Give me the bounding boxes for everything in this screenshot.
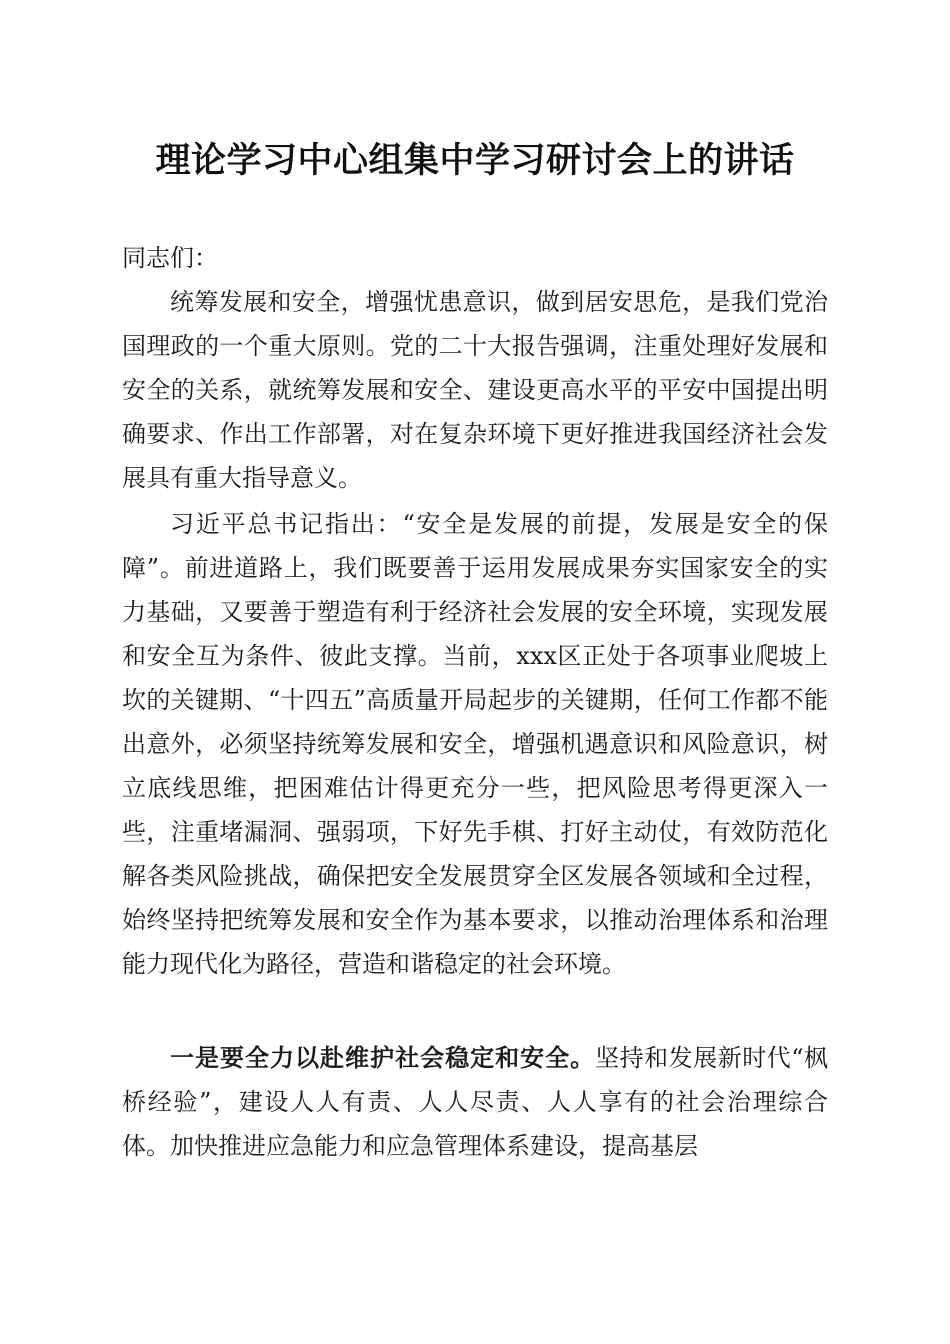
document-title: 理论学习中心组集中学习研讨会上的讲话 (155, 140, 795, 181)
paragraph-text: 习近平总书记指出：“安全是发展的前提，发展是安全的保障”。前进道路上，我们既要善于运用发展成果夯实国家安全的实力基础，又要善于塑造有利于经济社会发展的安全环境，实现发展和安全互为条件、彼此支撑。当前，xxx区正处于各项事业爬坡上坎的关键期、“十四五”高质量开局起步的关键期，任何工作都不能出意外，必须坚持统筹发展和安全，增强机遇意识和风险意识，树立底线思维，把困难估计得更充分一些，把风险思考得更深入一些，注重堵漏洞、强弱项，下好先手棋、打好主动仗，有效防范化解各类风险挑战，确保把安全发展贯穿全区发展各领域和全过程，始终坚持把统筹发展和安全作为基本要求，以推动治理体系和治理能力现代化为路径，营造和谐稳定的社会环境。 (122, 510, 828, 978)
paragraph-text: 坚持和发展新时代“枫桥经验”，建设人人有责、人人尽责、人人享有的社会治理综合体。加快推进应急能力和应急管理体系建设，提高基层 (122, 1044, 829, 1160)
salutation: 同志们： (122, 244, 218, 272)
paragraph-text: 统筹发展和安全，增强忧患意识，做到居安思危，是我们党治国理政的一个重大原则。党的二十大报告强调，注重处理好发展和安全的关系，就统筹发展和安全、建设更高水平的平安中国提出明确要求、作出工作部署，对在复杂环境下更好推进我国经济社会发展具有重大指导意义。 (122, 288, 828, 492)
paragraph (122, 1036, 828, 1168)
paragraph (122, 280, 828, 500)
paragraph (122, 502, 828, 986)
paragraph-lead-heading: 一是要全力以赴维护社会稳定和安全。 (170, 1043, 596, 1072)
